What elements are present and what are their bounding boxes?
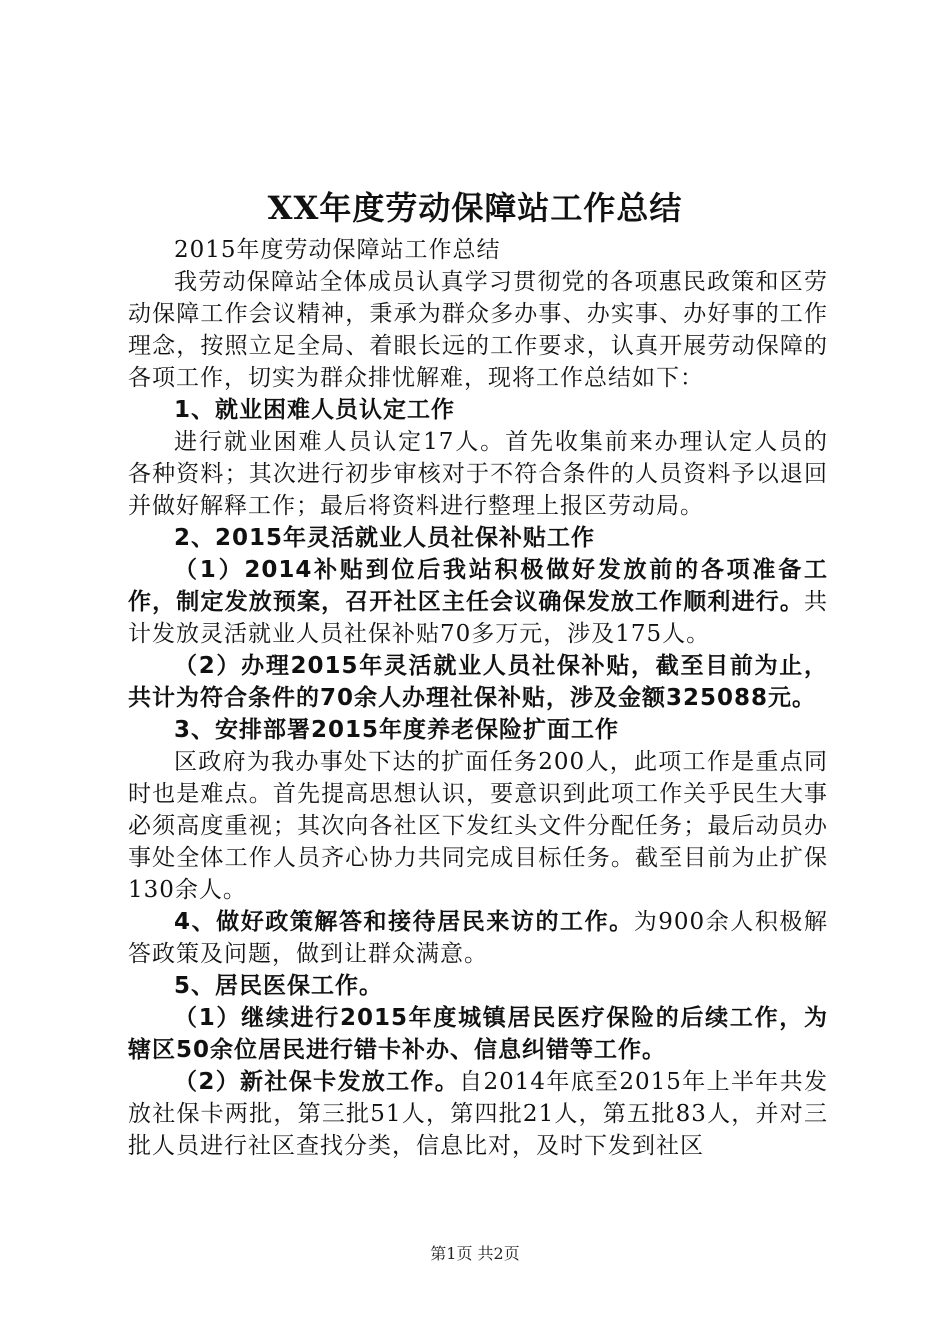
section-5-item-2-rest: 自2014年底至2015年上半年共发放社保卡两批，第三批51人，第四批21人，第五批83人，并对三批人员进行社区查找分类，信息比对，及时下发到社区 xyxy=(128,1069,828,1159)
section-heading-2: 2、2015年灵活就业人员社保补贴工作 xyxy=(174,525,596,551)
section-4-paragraph xyxy=(128,906,828,970)
section-2-item-1 xyxy=(128,554,828,650)
document-title: XX年度劳动保障站工作总结 xyxy=(267,189,683,227)
section-body-4: 为900余人积极解答政策及问题，做到让群众满意。 xyxy=(128,909,828,967)
section-heading-1: 1、就业困难人员认定工作 xyxy=(174,397,456,423)
section-2-item-1-rest: 共计发放灵活就业人员社保补贴70多万元，涉及175人。 xyxy=(128,589,828,647)
section-body-3: 区政府为我办事处下达的扩面任务200人，此项工作是重点同时也是难点。首先提高思想认识，要意识到此项工作关乎民生大事必须高度重视；其次向各社区下发红头文件分配任务；最后动员办事处全体工作人员齐心协力共同完成目标任务。截至目前为止扩保130余人。 xyxy=(128,749,828,903)
document-body xyxy=(128,234,828,1162)
section-body-1: 进行就业困难人员认定17人。首先收集前来办理认定人员的各种资料；其次进行初步审核对于不符合条件的人员资料予以退回并做好解释工作；最后将资料进行整理上报区劳动局。 xyxy=(128,429,828,519)
intro-paragraph: 我劳动保障站全体成员认真学习贯彻党的各项惠民政策和区劳动保障工作会议精神，秉承为群众多办事、办实事、办好事的工作理念，按照立足全局、着眼长远的工作要求，认真开展劳动保障的各项工作，切实为群众排忧解难，现将工作总结如下： xyxy=(128,269,828,391)
section-5-item-2-bold: （2）新社保卡发放工作。 xyxy=(174,1069,460,1095)
section-heading-5: 5、居民医保工作。 xyxy=(174,973,384,999)
page-footer: 第1页 共2页 xyxy=(430,1244,520,1263)
section-heading-4: 4、做好政策解答和接待居民来访的工作。 xyxy=(174,909,634,935)
section-2-item-2: （2）办理2015年灵活就业人员社保补贴，截至目前为止，共计为符合条件的70余人办理社保补贴，涉及金额325088元。 xyxy=(128,653,828,711)
section-2-item-1-bold: （1）2014补贴到位后我站积极做好发放前的各项准备工作，制定发放预案，召开社区主任会议确保发放工作顺利进行。 xyxy=(128,557,828,615)
section-heading-3: 3、安排部署2015年度养老保险扩面工作 xyxy=(174,717,620,743)
section-5-item-1: （1）继续进行2015年度城镇居民医疗保险的后续工作，为辖区50余位居民进行错卡补办、信息纠错等工作。 xyxy=(128,1005,828,1063)
subtitle-line: 2015年度劳动保障站工作总结 xyxy=(174,237,501,263)
section-5-item-2 xyxy=(128,1066,828,1162)
